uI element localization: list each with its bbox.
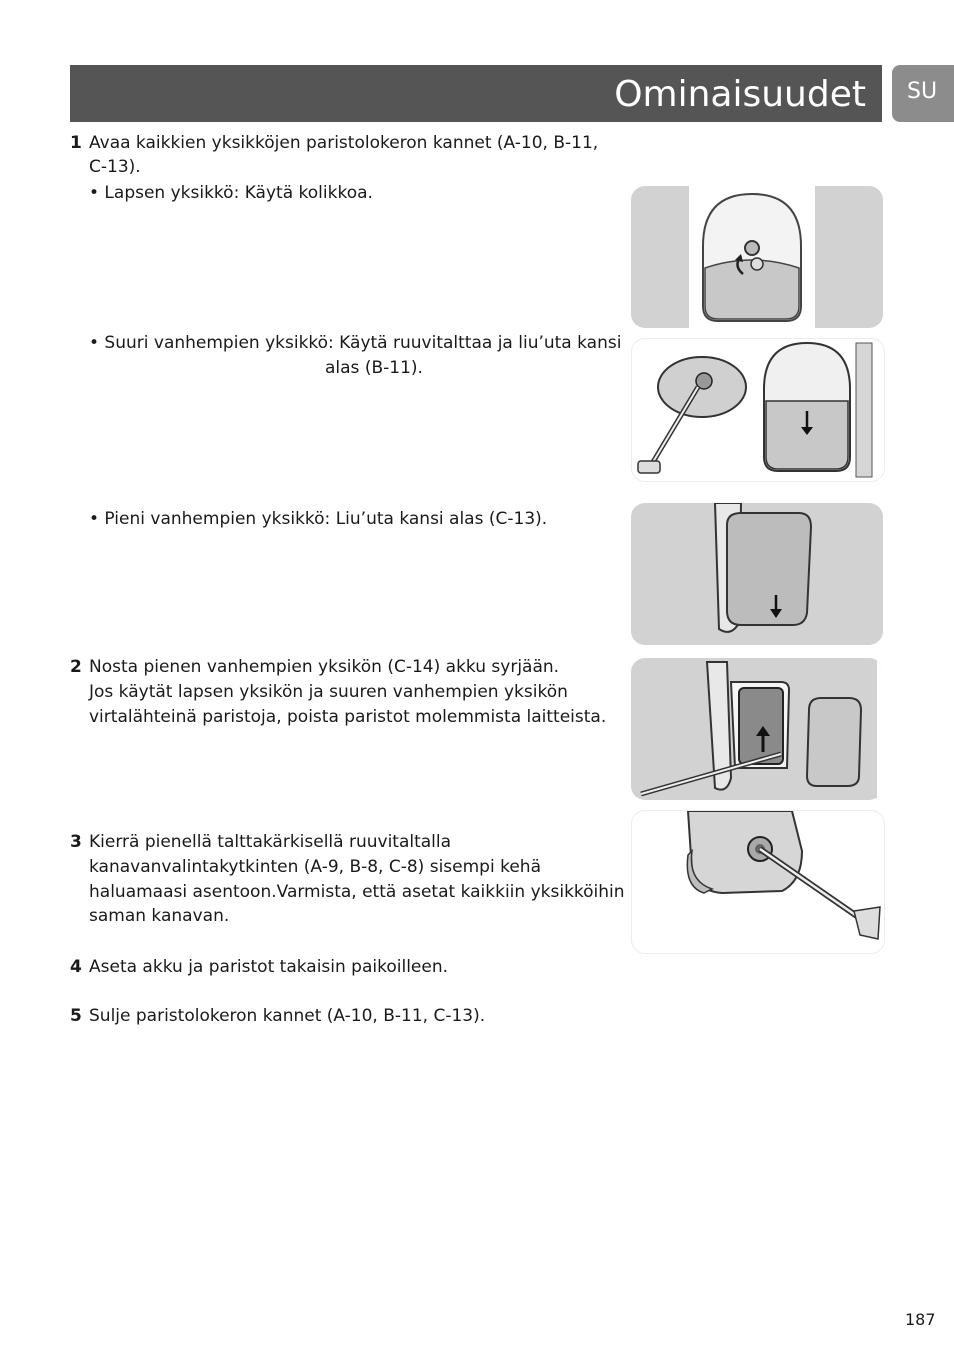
step-number: 4 (70, 957, 82, 977)
step-text-line: Avaa kaikkien yksikköjen paristolokeron kannet (A-10, B-11, (89, 133, 599, 153)
bullet-item: • Suuri vanhempien yksikkö: Käytä ruuvitalttaa ja liu’uta kansi (89, 333, 622, 353)
screwdriver-opening-large-parent-unit-icon (631, 338, 885, 482)
header-bar (70, 65, 882, 122)
step-text-line: Jos käytät lapsen yksikön ja suuren vanhempien yksikön (89, 682, 568, 702)
step-number: 2 (70, 657, 82, 677)
step-text-line: haluamaasi asentoon.Varmista, että asetat kaikkiin yksikköihin (89, 882, 625, 902)
sliding-cover-small-parent-unit-icon (631, 503, 883, 645)
step-text-line: Aseta akku ja paristot takaisin paikoilleen. (89, 957, 449, 977)
step-text-line: Sulje paristolokeron kannet (A-10, B-11, C-13). (89, 1006, 486, 1026)
bullet-item-continuation: alas (B-11). (325, 358, 423, 378)
page-title: Ominaisuudet (614, 74, 866, 115)
lifting-battery-small-parent-unit-icon (631, 658, 883, 800)
bullet-item: • Pieni vanhempien yksikkö: Liu’uta kansi alas (C-13). (89, 509, 548, 529)
step-text-line: virtalähteinä paristoja, poista paristot molemmista laitteista. (89, 707, 607, 727)
step-number: 3 (70, 832, 82, 852)
step-text-line: kanavanvalintakytkinten (A-9, B-8, C-8) sisempi kehä (89, 857, 541, 877)
page-number: 187 (905, 1310, 936, 1329)
step-number: 1 (70, 133, 82, 153)
coin-opening-baby-unit-icon (631, 186, 883, 328)
bullet-item: • Lapsen yksikkö: Käytä kolikkoa. (89, 183, 373, 203)
language-tab-label: SU (907, 79, 938, 104)
step-text-line: saman kanavan. (89, 906, 230, 926)
step-number: 5 (70, 1006, 82, 1026)
step-text-line: C-13). (89, 157, 141, 177)
step-text-line: Nosta pienen vanhempien yksikön (C-14) akku syrjään. (89, 657, 560, 677)
step-text-line: Kierrä pienellä talttakärkisellä ruuvitaltalla (89, 832, 452, 852)
screwdriver-channel-switch-icon (631, 810, 885, 954)
language-tab (892, 65, 954, 122)
